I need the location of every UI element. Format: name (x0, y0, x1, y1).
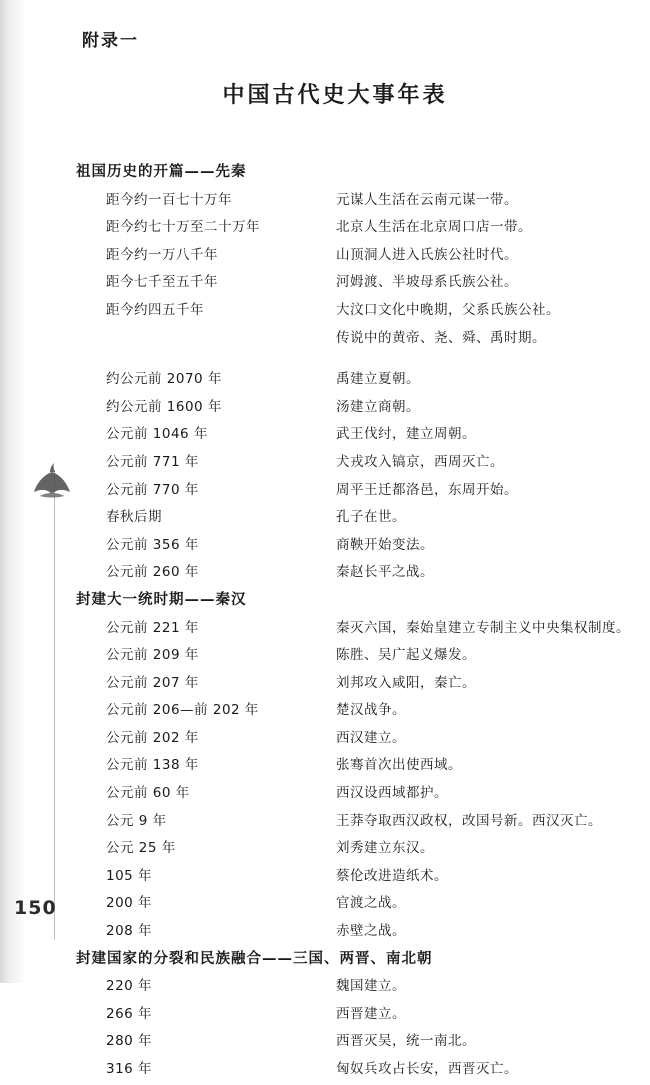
table-row (0, 616, 650, 644)
appendix-label: 附录一 (82, 31, 139, 51)
row-event: 陈胜、吴广起义爆发。 (336, 647, 476, 664)
row-event: 犬戎攻入镐京，西周灭亡。 (336, 453, 504, 470)
table-row (0, 864, 650, 892)
table-row (0, 809, 650, 837)
table-row (0, 560, 650, 588)
table-row (0, 478, 650, 506)
section-rows (0, 616, 650, 947)
table-row (0, 726, 650, 754)
row-event: 传说中的黄帝、尧、舜、禹时期。 (336, 329, 546, 346)
row-date: 距今七千至五千年 (106, 274, 218, 291)
table-row (0, 698, 650, 726)
row-event: 北京人生活在北京周口店一带。 (336, 219, 532, 236)
row-event: 武王伐纣，建立周朝。 (336, 426, 476, 443)
table-row (0, 753, 650, 781)
row-date: 春秋后期 (106, 509, 162, 526)
table-row (0, 836, 650, 864)
row-event: 山顶洞人进入氏族公社时代。 (336, 246, 518, 263)
row-date: 距今约七十万至二十万年 (106, 219, 260, 236)
row-event: 商鞅开始变法。 (336, 536, 434, 553)
row-event: 刘邦攻入咸阳，秦亡。 (336, 674, 476, 691)
row-date: 公元前 260 年 (106, 564, 199, 581)
row-event: 汤建立商朝。 (336, 398, 420, 415)
table-row (0, 891, 650, 919)
section-heading: 祖国历史的开篇——先秦 (76, 164, 247, 180)
row-spacer (0, 353, 650, 367)
row-date: 距今约一万八千年 (106, 246, 218, 263)
table-row (0, 505, 650, 533)
row-date: 公元前 356 年 (106, 536, 199, 553)
row-event: 秦赵长平之战。 (336, 564, 434, 581)
table-row (0, 671, 650, 699)
table-row (0, 270, 650, 298)
row-date: 316 年 (106, 1061, 153, 1077)
table-row (0, 188, 650, 216)
table-row (0, 367, 650, 395)
row-event: 张骞首次出使西域。 (336, 757, 462, 774)
row-event: 西汉设西域都护。 (336, 785, 448, 802)
table-row (0, 781, 650, 809)
row-event: 楚汉战争。 (336, 702, 406, 719)
table-row (0, 1029, 650, 1057)
row-date: 公元前 771 年 (106, 453, 199, 470)
row-date: 220 年 (106, 978, 153, 995)
table-row (0, 643, 650, 671)
table-row (0, 326, 650, 354)
row-event: 禹建立夏朝。 (336, 371, 420, 388)
row-event: 孔子在世。 (336, 509, 406, 526)
row-date: 105 年 (106, 867, 153, 884)
row-event: 西晋建立。 (336, 1005, 406, 1022)
section-rows (0, 188, 650, 588)
section-heading: 封建大一统时期——秦汉 (76, 591, 247, 608)
page-title: 中国古代史大事年表 (222, 83, 448, 108)
section-rows (0, 974, 650, 1084)
row-date: 公元前 60 年 (106, 785, 190, 802)
table-row (0, 1002, 650, 1030)
row-date: 公元前 770 年 (106, 481, 199, 498)
row-date: 公元 25 年 (106, 840, 176, 857)
row-date: 公元前 1046 年 (106, 426, 208, 443)
row-date: 280 年 (106, 1033, 153, 1050)
row-event: 魏国建立。 (336, 978, 406, 995)
row-date: 距今约四五千年 (106, 301, 204, 318)
row-date: 公元前 206—前 202 年 (106, 702, 259, 719)
row-date: 公元前 221 年 (106, 619, 199, 636)
row-event: 匈奴兵攻占长安，西晋灭亡。 (336, 1061, 518, 1077)
table-row (0, 298, 650, 326)
row-date: 公元前 209 年 (106, 647, 199, 664)
table-row (0, 974, 650, 1002)
row-event: 大汶口文化中晚期，父系氏族公社。 (336, 301, 560, 318)
row-event: 元谋人生活在云南元谋一带。 (336, 191, 518, 208)
row-event: 秦灭六国，秦始皇建立专制主义中央集权制度。 (336, 619, 630, 636)
row-event: 赤壁之战。 (336, 923, 406, 940)
table-row (0, 215, 650, 243)
row-event: 河姆渡、半坡母系氏族公社。 (336, 274, 518, 291)
section-heading: 封建国家的分裂和民族融合——三国、两晋、南北朝 (76, 950, 433, 967)
row-date: 266 年 (106, 1005, 153, 1022)
table-row (0, 919, 650, 947)
table-row (0, 1057, 650, 1085)
table-row (0, 395, 650, 423)
row-event: 西汉建立。 (336, 729, 406, 746)
row-event: 官渡之战。 (336, 895, 406, 912)
table-row (0, 450, 650, 478)
table-row (0, 243, 650, 271)
table-row (0, 533, 650, 561)
row-date: 公元 9 年 (106, 812, 167, 829)
row-date: 距今约一百七十万年 (106, 191, 232, 208)
row-event: 周平王迁都洛邑，东周开始。 (336, 481, 518, 498)
row-event: 蔡伦改进造纸术。 (336, 867, 448, 884)
page-number: 150 (14, 897, 57, 919)
row-date: 公元前 207 年 (106, 674, 199, 691)
table-row (0, 422, 650, 450)
row-date: 公元前 138 年 (106, 757, 199, 774)
row-date: 公元前 202 年 (106, 729, 199, 746)
chronology-table (0, 160, 650, 1085)
row-date: 约公元前 1600 年 (106, 398, 222, 415)
row-date: 208 年 (106, 923, 153, 940)
row-event: 王莽夺取西汉政权，改国号新。西汉灭亡。 (336, 812, 602, 829)
row-date: 200 年 (106, 895, 153, 912)
row-event: 刘秀建立东汉。 (336, 840, 434, 857)
row-event: 西晋灭吴，统一南北。 (336, 1033, 476, 1050)
row-date: 约公元前 2070 年 (106, 371, 222, 388)
